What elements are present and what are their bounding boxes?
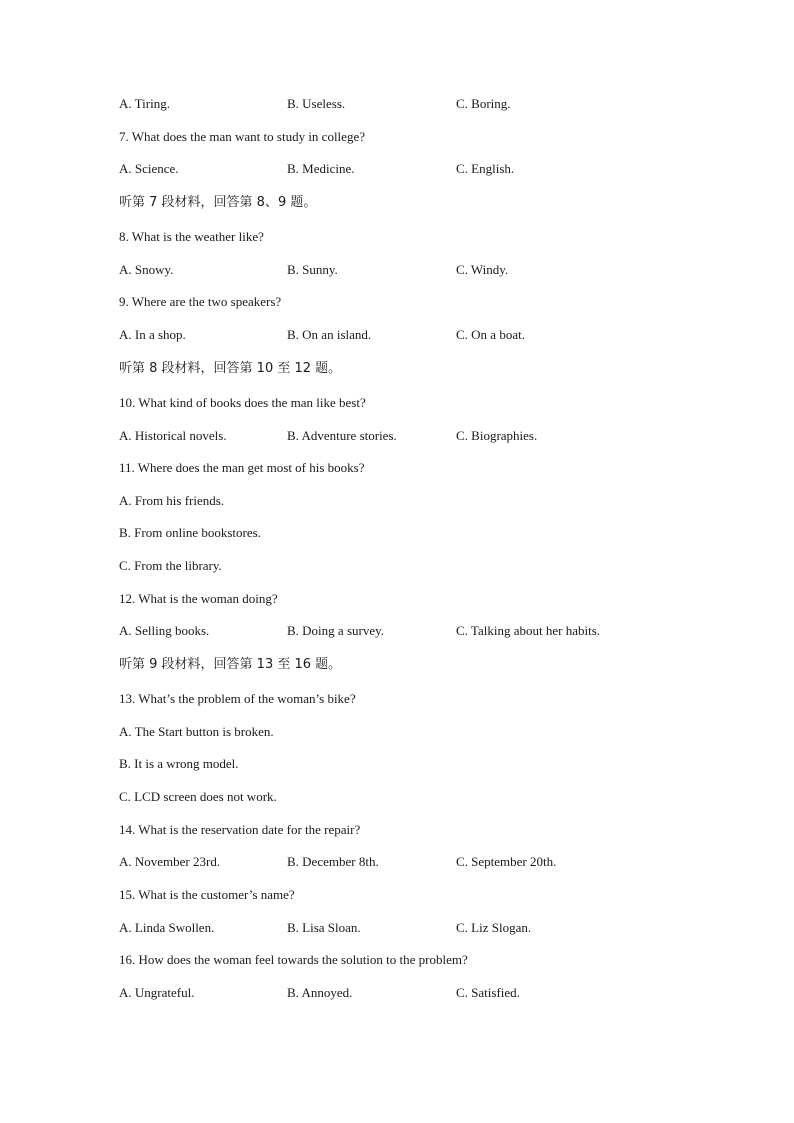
option-a: A. Historical novels. (119, 428, 227, 443)
option-b: B. Doing a survey. (287, 623, 385, 638)
question-7: 7. What does the man want to study in college? (119, 129, 365, 144)
option-b: B. Medicine. (287, 161, 355, 176)
question-9: 9. Where are the two speakers? (119, 294, 282, 309)
question-12: 12. What is the woman doing? (119, 591, 278, 606)
section-heading: 听第 9 段材料，回答第 13 至 16 题。 (119, 657, 342, 672)
option-a: A. From his friends. (119, 493, 225, 508)
option-c: C. September 20th. (456, 854, 557, 869)
option-a: A. Linda Swollen. (119, 920, 215, 935)
question-13: 13. What’s the problem of the woman’s bike? (119, 691, 356, 706)
option-c: C. On a boat. (456, 327, 525, 342)
option-c: C. Liz Slogan. (456, 920, 532, 935)
option-a: A. November 23rd. (119, 854, 221, 869)
option-b: B. Sunny. (287, 262, 338, 277)
option-b: B. Annoyed. (287, 985, 353, 1000)
option-c: C. From the library. (119, 558, 222, 573)
section-heading: 听第 7 段材料，回答第 8、9 题。 (119, 195, 317, 210)
option-a: A. In a shop. (119, 327, 186, 342)
question-11: 11. Where does the man get most of his books? (119, 460, 365, 475)
option-c: C. Boring. (456, 96, 511, 111)
question-16: 16. How does the woman feel towards the solution to the problem? (119, 952, 468, 967)
option-c: C. Talking about her habits. (456, 623, 600, 638)
option-b: B. Adventure stories. (287, 428, 397, 443)
option-c: C. LCD screen does not work. (119, 789, 277, 804)
section-heading: 听第 8 段材料，回答第 10 至 12 题。 (119, 361, 342, 376)
question-8: 8. What is the weather like? (119, 229, 264, 244)
option-b: B. It is a wrong model. (119, 756, 239, 771)
option-b: B. Useless. (287, 96, 346, 111)
question-14: 14. What is the reservation date for the repair? (119, 822, 361, 837)
option-a: A. Ungrateful. (119, 985, 195, 1000)
option-b: B. Lisa Sloan. (287, 920, 361, 935)
question-15: 15. What is the customer’s name? (119, 887, 295, 902)
option-a: A. Selling books. (119, 623, 210, 638)
option-a: A. The Start button is broken. (119, 724, 274, 739)
option-b: B. December 8th. (287, 854, 379, 869)
option-a: A. Snowy. (119, 262, 174, 277)
option-c: C. English. (456, 161, 515, 176)
option-c: C. Biographies. (456, 428, 538, 443)
option-c: C. Satisfied. (456, 985, 520, 1000)
option-a: A. Tiring. (119, 96, 170, 111)
option-b: B. On an island. (287, 327, 372, 342)
option-b: B. From online bookstores. (119, 525, 261, 540)
option-c: C. Windy. (456, 262, 509, 277)
question-10: 10. What kind of books does the man like best? (119, 395, 366, 410)
option-a: A. Science. (119, 161, 179, 176)
